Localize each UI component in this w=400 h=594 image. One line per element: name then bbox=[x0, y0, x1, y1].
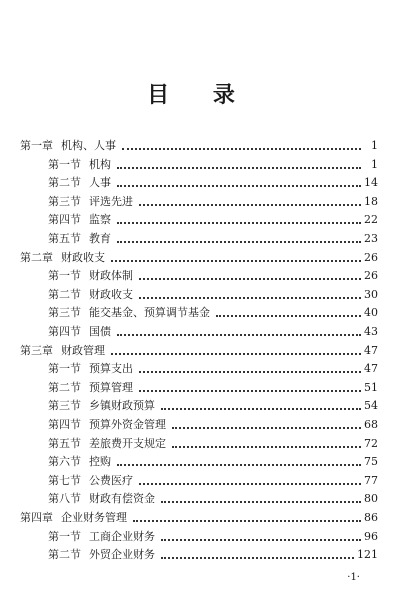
toc-entry-title: 人事 bbox=[89, 176, 111, 190]
toc-entry-label bbox=[48, 474, 133, 488]
toc-entry-label bbox=[48, 381, 133, 395]
toc-entry-number: 第七节 bbox=[48, 473, 81, 487]
toc-entry-number: 第二节 bbox=[48, 176, 81, 190]
dot-leader bbox=[139, 390, 361, 392]
toc-section-entry bbox=[48, 265, 378, 283]
dot-leader bbox=[133, 520, 361, 522]
toc-entry-number: 第四节 bbox=[48, 418, 81, 431]
toc-entry-page: 96 bbox=[364, 529, 378, 543]
toc-entry-label bbox=[48, 195, 133, 209]
toc-entry-label bbox=[20, 344, 105, 358]
toc-entry-number: 第三章 bbox=[20, 343, 53, 357]
dot-leader bbox=[117, 464, 361, 466]
toc-section-entry bbox=[48, 284, 378, 302]
toc-entry-page: 26 bbox=[364, 250, 378, 264]
toc-entry-title: 财政收支 bbox=[89, 287, 133, 301]
dot-leader bbox=[161, 501, 361, 503]
toc-entry-page: 80 bbox=[364, 492, 378, 506]
toc-entry-page: 54 bbox=[364, 399, 378, 413]
toc-section-entry bbox=[48, 154, 378, 172]
toc-entry-page: 47 bbox=[364, 362, 378, 376]
dot-leader bbox=[172, 427, 361, 429]
toc-chapter-entry bbox=[20, 340, 378, 358]
toc-entry-title: 评选先进 bbox=[89, 194, 133, 208]
toc-entry-number: 第五节 bbox=[48, 232, 81, 245]
toc-entry-number: 第四章 bbox=[20, 511, 53, 524]
toc-section-entry bbox=[48, 414, 378, 432]
dot-leader bbox=[139, 278, 361, 280]
toc-entry-page: 30 bbox=[364, 287, 378, 301]
toc-section-entry bbox=[48, 172, 378, 190]
toc-entry-label bbox=[48, 232, 111, 246]
toc-entry-number: 第三节 bbox=[48, 399, 81, 413]
toc-entry-number: 第一节 bbox=[48, 269, 81, 283]
toc-entry-title: 财政有偿资金 bbox=[89, 492, 155, 506]
toc-entry-label bbox=[48, 306, 210, 320]
toc-entry-label bbox=[48, 176, 111, 190]
toc-entry-label bbox=[48, 269, 133, 283]
toc-entry-number: 第五节 bbox=[48, 436, 81, 450]
toc-entry-number: 第四节 bbox=[48, 325, 81, 338]
toc-entry-number: 第一章 bbox=[20, 139, 53, 152]
toc-section-entry bbox=[48, 544, 378, 562]
toc-section-entry bbox=[48, 433, 378, 451]
toc-entry-title: 控购 bbox=[89, 455, 111, 469]
dot-leader bbox=[172, 446, 361, 448]
toc-section-entry bbox=[48, 302, 378, 320]
toc-entry-title: 财政管理 bbox=[61, 343, 105, 357]
toc-entry-title: 财政体制 bbox=[89, 269, 133, 283]
toc-entry-page: 75 bbox=[364, 455, 378, 469]
toc-entry-title: 预算外资金管理 bbox=[89, 418, 166, 431]
toc-entry-title: 监察 bbox=[89, 213, 111, 227]
toc-entry-label bbox=[20, 511, 127, 525]
toc-entry-label bbox=[48, 399, 155, 413]
toc-section-entry bbox=[48, 358, 378, 376]
toc-entry-title: 机构、人事 bbox=[61, 139, 116, 152]
toc-entry-page: 26 bbox=[364, 269, 378, 283]
toc-entry-title: 机构 bbox=[89, 157, 111, 171]
toc-entry-page: 23 bbox=[364, 232, 378, 245]
toc-entry-label bbox=[48, 455, 111, 469]
toc-entry-page: 51 bbox=[364, 380, 378, 394]
toc-entry-title: 教育 bbox=[89, 232, 111, 245]
dot-leader bbox=[139, 297, 361, 299]
dot-leader bbox=[161, 557, 354, 559]
toc-entry-number: 第二节 bbox=[48, 548, 81, 562]
toc-entry-number: 第八节 bbox=[48, 492, 81, 506]
toc-entry-label bbox=[48, 492, 155, 506]
toc-entry-page: 77 bbox=[364, 473, 378, 487]
toc-entry-page: 72 bbox=[364, 436, 378, 450]
dot-leader bbox=[161, 539, 361, 541]
toc-entry-number: 第二章 bbox=[20, 250, 53, 264]
toc-entry-label bbox=[48, 418, 166, 432]
toc-section-entry bbox=[48, 395, 378, 413]
toc-entry-number: 第六节 bbox=[48, 455, 81, 469]
dot-leader bbox=[111, 353, 361, 355]
toc-entry-page: 18 bbox=[364, 194, 378, 208]
toc-entry-label bbox=[48, 437, 166, 451]
toc-entry-page: 43 bbox=[364, 325, 378, 338]
toc-entry-title: 差旅费开支规定 bbox=[89, 436, 166, 450]
toc-entry-label bbox=[48, 158, 111, 172]
dot-leader bbox=[139, 204, 361, 206]
toc-section-entry bbox=[48, 321, 378, 339]
dot-leader bbox=[117, 222, 361, 224]
toc-entry-page: 121 bbox=[357, 548, 378, 562]
toc-entry-page: 22 bbox=[364, 213, 378, 227]
page-title: 目 录 bbox=[147, 83, 253, 108]
toc-entry-title: 预算管理 bbox=[89, 380, 133, 394]
dot-leader bbox=[122, 148, 361, 150]
dot-leader bbox=[117, 241, 361, 243]
dot-leader bbox=[161, 408, 361, 410]
dot-leader bbox=[139, 483, 361, 485]
toc-chapter-entry bbox=[20, 507, 378, 525]
toc-entry-title: 预算支出 bbox=[89, 362, 133, 376]
dot-leader bbox=[216, 315, 361, 317]
dot-leader bbox=[117, 167, 361, 169]
toc-section-entry bbox=[48, 451, 378, 469]
toc-entry-number: 第一节 bbox=[48, 529, 81, 543]
dot-leader bbox=[117, 185, 361, 187]
toc-entry-label bbox=[20, 139, 116, 153]
toc-entry-title: 财政收支 bbox=[61, 250, 105, 264]
toc-entry-label bbox=[48, 325, 111, 339]
toc-entry-page: 14 bbox=[364, 176, 378, 190]
toc-entry-number: 第二节 bbox=[48, 287, 81, 301]
toc-entry-number: 第三节 bbox=[48, 306, 81, 320]
toc-entry-page: 68 bbox=[364, 418, 378, 431]
toc-entry-page: 1 bbox=[371, 157, 378, 171]
toc-entry-number: 第一节 bbox=[48, 157, 81, 171]
toc-entry-title: 能交基金、预算调节基金 bbox=[89, 306, 210, 320]
toc-section-entry bbox=[48, 526, 378, 544]
toc-entry-title: 工商企业财务 bbox=[89, 529, 155, 543]
toc-section-entry bbox=[48, 488, 378, 506]
toc-entry-number: 第二节 bbox=[48, 380, 81, 394]
toc-entry-label bbox=[48, 362, 133, 376]
toc-entry-label bbox=[48, 530, 155, 544]
toc-entry-label bbox=[48, 213, 111, 227]
toc-entry-label bbox=[48, 288, 133, 302]
toc-entry-page: 1 bbox=[371, 139, 378, 152]
dot-leader bbox=[111, 260, 361, 262]
toc-entry-title: 企业财务管理 bbox=[61, 511, 127, 524]
toc-entry-title: 乡镇财政预算 bbox=[89, 399, 155, 413]
toc-entry-title: 外贸企业财务 bbox=[89, 548, 155, 562]
toc-chapter-entry bbox=[20, 247, 378, 265]
toc-entry-page: 86 bbox=[364, 511, 378, 524]
toc-section-entry bbox=[48, 209, 378, 227]
toc-entry-title: 公费医疗 bbox=[89, 473, 133, 487]
toc-section-entry bbox=[48, 470, 378, 488]
page-number: ·1· bbox=[347, 572, 360, 583]
toc-entry-number: 第四节 bbox=[48, 213, 81, 227]
toc-entry-page: 47 bbox=[364, 343, 378, 357]
toc-section-entry bbox=[48, 191, 378, 209]
toc-entry-title: 国债 bbox=[89, 325, 111, 338]
toc-entry-label bbox=[20, 251, 105, 265]
toc-entry-number: 第三节 bbox=[48, 194, 81, 208]
toc-chapter-entry bbox=[20, 135, 378, 153]
toc-entry-page: 40 bbox=[364, 306, 378, 320]
dot-leader bbox=[117, 334, 361, 336]
toc-entry-number: 第一节 bbox=[48, 362, 81, 376]
dot-leader bbox=[139, 371, 361, 373]
toc-entry-label bbox=[48, 548, 155, 562]
toc-section-entry bbox=[48, 377, 378, 395]
toc-section-entry bbox=[48, 228, 378, 246]
